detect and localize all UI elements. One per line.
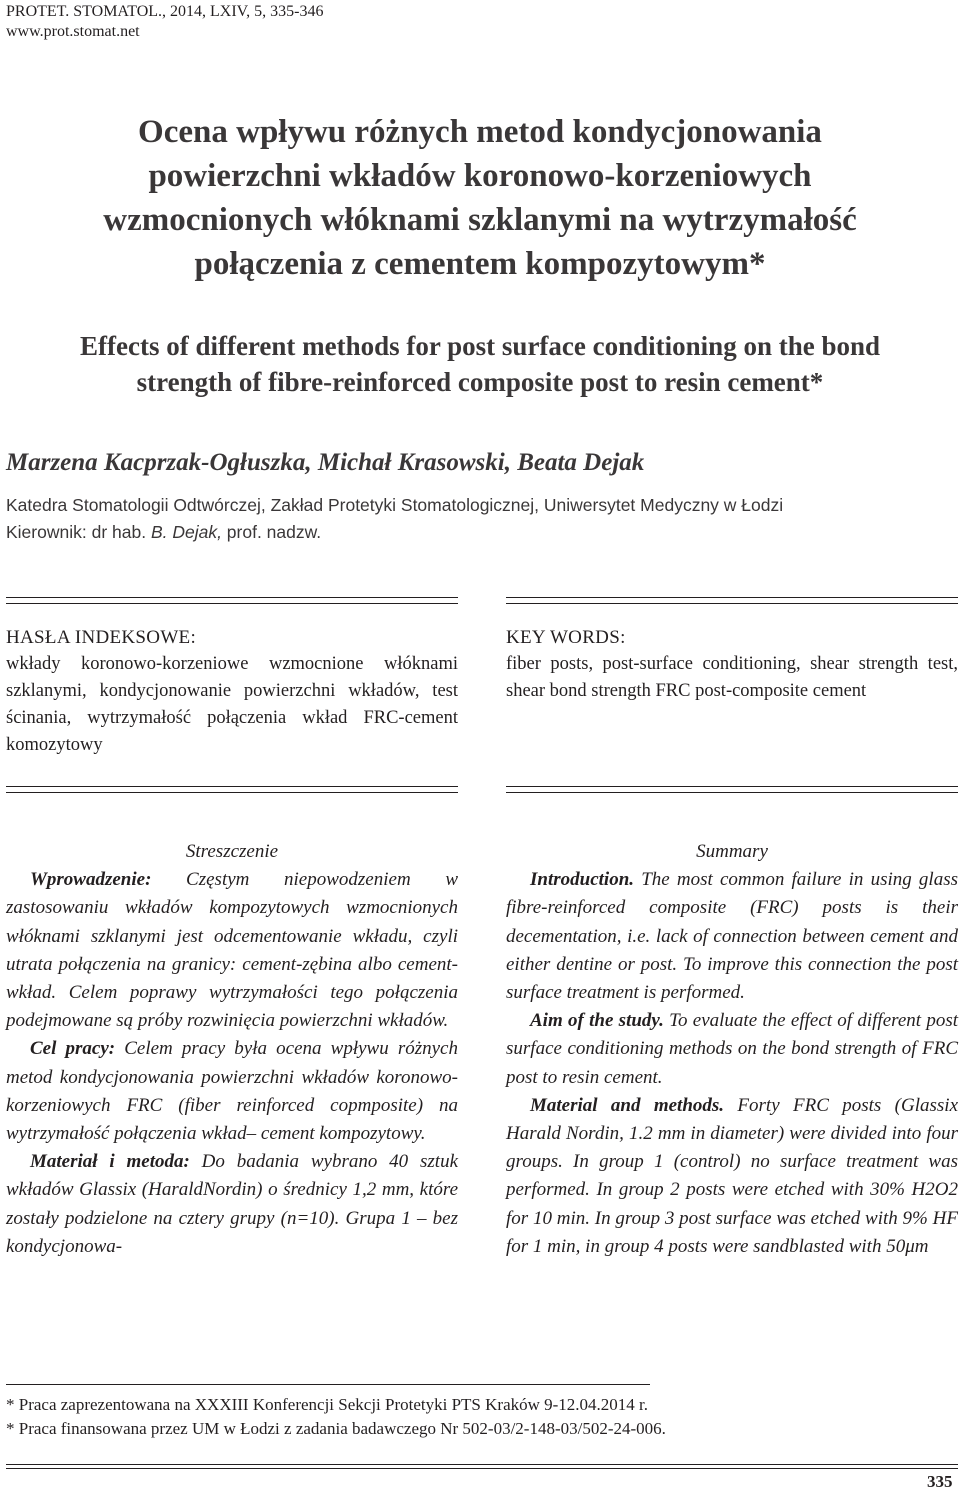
author-list: Marzena Kacprzak-Ogłuszka, Michał Krasowski, Beata Dejak (6, 449, 645, 476)
department-head (6, 519, 783, 546)
head-name: B. Dejak, (150, 522, 222, 542)
keywords-english-text: fiber posts, post-surface conditioning, shear strength test, shear bond strength FRC post-composite cement (506, 654, 958, 701)
head-prefix: Kierownik: dr hab. (6, 522, 151, 542)
abstract-english-aim (506, 1007, 958, 1092)
keywords-bottom-rule-inner (506, 786, 958, 787)
keywords-bottom-rule-inner (6, 786, 458, 787)
footnote: * Praca finansowana przez UM w Łodzi z zadania badawczego Nr 502-03/2-148-03/502-24-006. (6, 1419, 666, 1438)
abstract-english-intro (506, 866, 958, 1007)
title-english (0, 328, 960, 400)
page-number: 335 (927, 1472, 953, 1491)
journal-citation: PROTET. STOMATOL., 2014, LXIV, 5, 335-346 (6, 3, 324, 20)
abstract-polish-intro (6, 866, 458, 1035)
abstract-polish (6, 838, 458, 1261)
title-english-line: Effects of different methods for post surface conditioning on the bond (80, 331, 880, 361)
keywords-top-rule (506, 597, 958, 598)
title-english-line: strength of fibre-reinforced composite post to resin cement* (136, 367, 824, 397)
section-label: Cel pracy: (30, 1038, 116, 1060)
affiliation (6, 492, 783, 546)
section-text: Do badania wybrano 40 sztuk wkładów Glassix (HaraldNordin) o średnicy 1,2 mm, które zostały podzielone na cztery grupy (n=10). Grupa 1 – bez kondycjonowa- (6, 1151, 459, 1257)
section-text: To evaluate the effect of different post surface conditioning methods on the bond strength of FRC post to resin cement. (506, 1010, 958, 1088)
section-label: Materiał i metoda: (30, 1151, 190, 1173)
section-text: Celem pracy była ocena wpływu różnych metod kondycjonowania powierzchni wkładów koronowo-korzeniowych FRC (fiber reinforced copmposite) na wytrzymałość połączenia wkład– cement kompozytowy. (6, 1038, 458, 1145)
section-label: Material and methods. (530, 1094, 725, 1116)
keywords-polish-heading: HASŁA INDEKSOWE: (6, 627, 197, 648)
title-polish-line: Ocena wpływu różnych metod kondycjonowania (138, 114, 822, 150)
keywords-bottom-rule (6, 792, 458, 793)
abstract-polish-heading: Streszczenie (185, 841, 279, 862)
page-footer-rule-inner (6, 1468, 958, 1469)
keywords-top-rule-inner (506, 603, 958, 604)
title-polish (0, 110, 960, 286)
journal-header (6, 2, 324, 42)
section-label: Aim of the study. (530, 1010, 664, 1032)
keywords-polish-text: wkłady koronowo-korzeniowe wzmocnione włóknami szklanymi, kondycjonowanie powierzchni wkładów, test ścinania, wytrzymałość połączenia wkład FRC-cement komozytowy (6, 654, 458, 755)
abstract-english (506, 838, 958, 1261)
section-label: Wprowadzenie: (30, 869, 152, 891)
footnote: * Praca zaprezentowana na XXXIII Konferencji Sekcji Protetyki PTS Kraków 9-12.04.2014 r. (6, 1395, 649, 1414)
section-text: Forty FRC posts (Glassix Harald Nordin, 1.2 mm in diameter) were divided into four groups. In group 1 (control) no surface treatment was performed. In group 2 posts were etched with 30% H2O2 for 10 min. In group 3 post surface was etched with 9% HF for 1 min, in group 4 posts were sandblasted with 50μm (506, 1094, 959, 1257)
abstract-polish-methods (6, 1148, 458, 1261)
keywords-polish (6, 624, 458, 759)
abstract-polish-aim (6, 1035, 458, 1148)
journal-website[interactable]: www.prot.stomat.net (6, 23, 140, 40)
page-footer-rule (6, 1464, 958, 1465)
title-polish-line: połączenia z cementem kompozytowym* (194, 246, 766, 282)
keywords-english-heading: KEY WORDS: (506, 627, 626, 648)
footnotes (6, 1393, 666, 1441)
section-text: Częstym niepowodzeniem w zastosowaniu wkładów kompozytowych wzmocnionych włóknami szklanymi jest odcementowanie wkładu, czyli utrata połączenia na granicy: cement-zębina albo cement-wkład. Celem poprawy wytrzymałości tego połączenia podejmowane są próby rozwinięcia powierzchni wkładów. (6, 869, 458, 1032)
section-label: Introduction. (530, 869, 635, 891)
title-polish-line: powierzchni wkładów koronowo-korzeniowych (148, 158, 812, 194)
keywords-top-rule-inner (6, 603, 458, 604)
title-polish-line: wzmocnionych włóknami szklanymi na wytrzymałość (103, 202, 857, 238)
section-text: The most common failure in using glass fibre-reinforced composite (FRC) posts is their decementation, i.e. lack of connection between cement and either dentine or post. To improve this connection the post surface treatment is performed. (506, 869, 958, 1004)
abstract-english-heading: Summary (696, 841, 768, 862)
keywords-top-rule (6, 597, 458, 598)
head-suffix: prof. nadzw. (221, 522, 322, 542)
institution: Katedra Stomatologii Odtwórczej, Zakład Protetyki Stomatologicznej, Uniwersytet Medyczny w Łodzi (6, 495, 784, 515)
keywords-english (506, 624, 958, 705)
abstract-english-methods (506, 1092, 958, 1261)
footnote-rule (6, 1384, 650, 1385)
keywords-bottom-rule (506, 792, 958, 793)
